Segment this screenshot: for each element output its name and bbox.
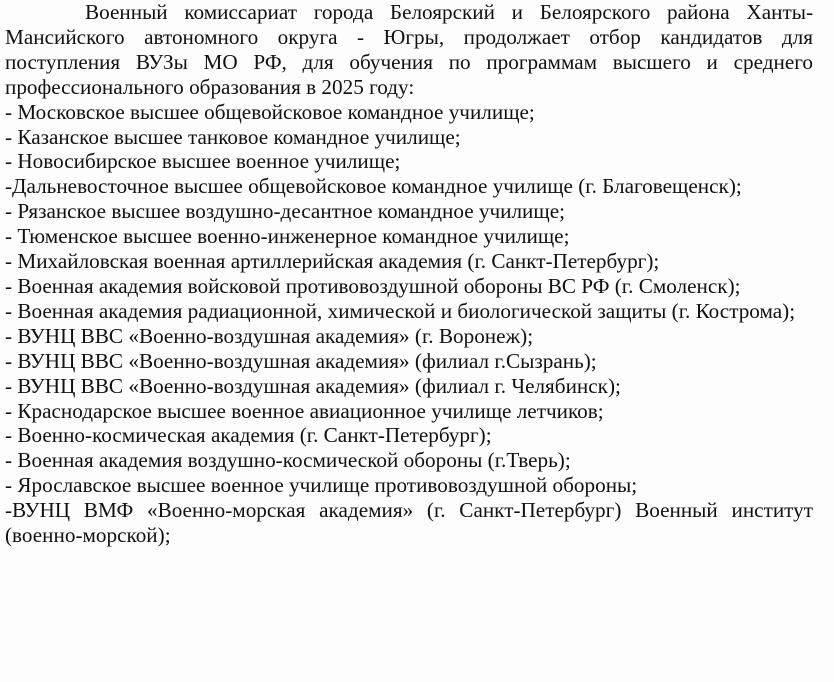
list-item: - Военная академия радиационной, химической и биологической защиты (г. Кострома); — [5, 298, 796, 323]
list-item: - Ярославское высшее военное училище противовоздушной обороны; — [5, 473, 638, 498]
list-item: -Дальневосточное высшее общевойсковое командное училище (г. Благовещенск); — [5, 174, 742, 199]
list-item: - ВУНЦ ВВС «Военно-воздушная академия» (филиал г.Сызрань); — [5, 348, 597, 373]
list-item: - Тюменское высшее военно-инженерное командное училище; — [5, 224, 570, 249]
list-item: - Военная академия воздушно-космической обороны (г.Тверь); — [5, 448, 571, 473]
list-item: - Московское высшее общевойсковое командное училище; — [5, 99, 535, 124]
intro-paragraph: Военный комиссариат города Белоярский и Белоярского района Ханты-Мансийского автономного округа - Югры, продолжает отбор кандидатов для поступления ВУЗы МО РФ, для обучения по программам высшего и среднего профессионального образования в 2025 году: — [5, 0, 813, 99]
list-item: - Казанское высшее танковое командное училище; — [5, 124, 461, 149]
list-item: -ВУНЦ ВМФ «Военно-морская академия» (г. Санкт-Петербург) Военный институт (военно-морской); — [5, 498, 813, 548]
list-item: - ВУНЦ ВВС «Военно-воздушная академия» (г. Воронеж); — [5, 323, 534, 348]
list-item: - Михайловская военная артиллерийская академия (г. Санкт-Петербург); — [5, 249, 660, 274]
list-item: - Новосибирское высшее военное училище; — [5, 149, 401, 174]
institution-list — [5, 100, 813, 548]
list-item: - ВУНЦ ВВС «Военно-воздушная академия» (филиал г. Челябинск); — [5, 373, 621, 398]
list-item: - Рязанское высшее воздушно-десантное командное училище; — [5, 199, 565, 224]
list-item: - Военная академия войсковой противовоздушной обороны ВС РФ (г. Смоленск); — [5, 273, 741, 298]
list-item: - Краснодарское высшее военное авиационное училище летчиков; — [5, 398, 604, 423]
list-item: - Военно-космическая академия (г. Санкт-Петербург); — [5, 423, 492, 448]
document-page — [5, 0, 813, 548]
